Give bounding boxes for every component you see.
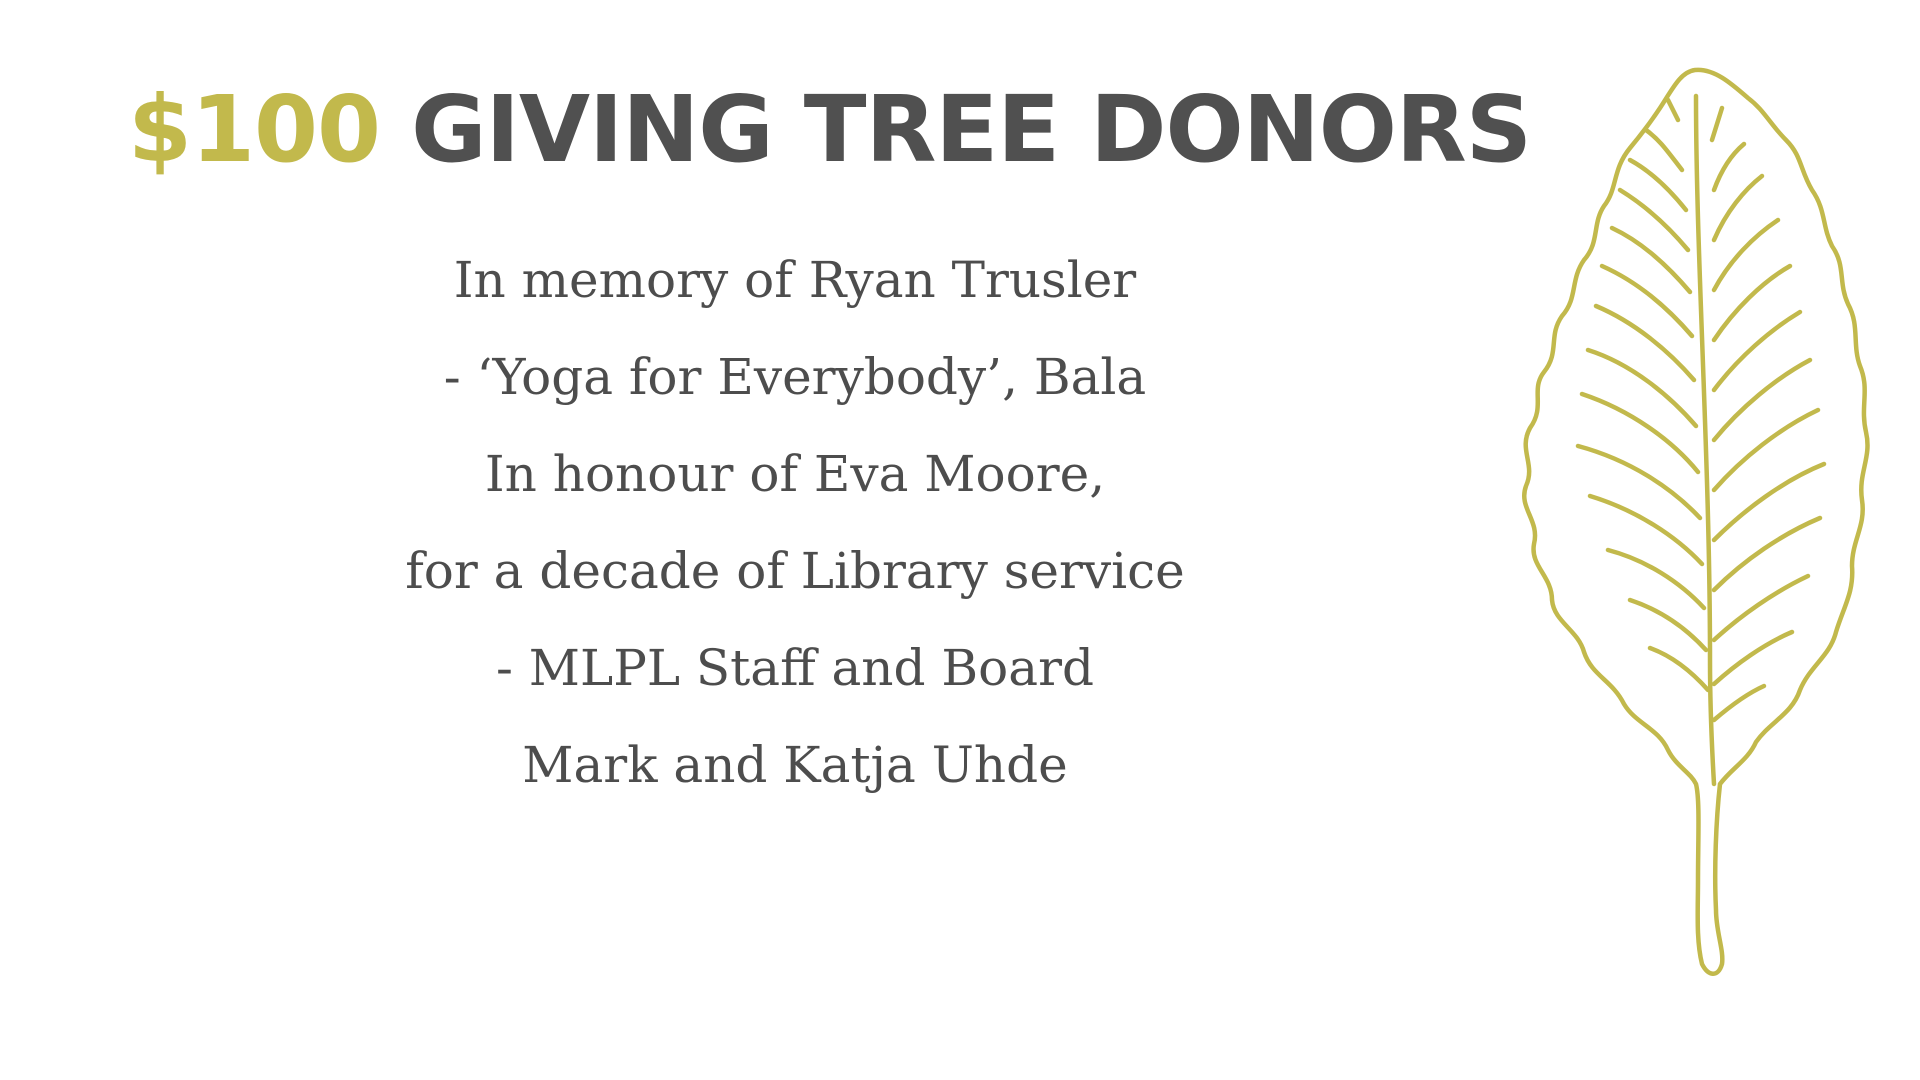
donor-line: Mark and Katja Uhde — [522, 736, 1068, 794]
leaf-icon — [1500, 60, 1880, 990]
donor-line: - MLPL Staff and Board — [496, 639, 1094, 697]
donation-amount: $100 — [128, 76, 381, 183]
page-title — [128, 70, 1531, 190]
title-text: GIVING TREE DONORS — [411, 76, 1532, 183]
donor-line: for a decade of Library service — [405, 542, 1185, 600]
donor-list — [300, 232, 1290, 814]
donor-line: In memory of Ryan Trusler — [453, 251, 1137, 309]
donor-line: In honour of Eva Moore, — [484, 445, 1106, 503]
donor-line: - ‘Yoga for Everybody’, Bala — [443, 348, 1147, 406]
